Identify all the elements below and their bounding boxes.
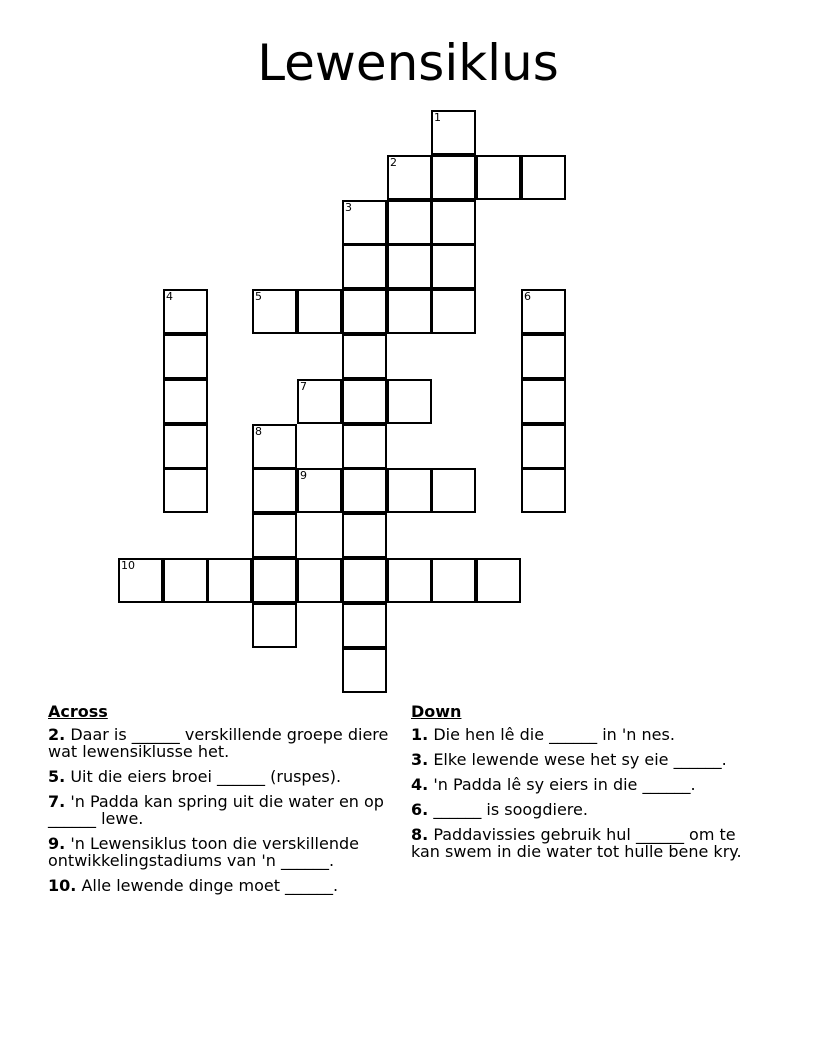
grid-cell[interactable] xyxy=(342,603,387,648)
grid-cell[interactable] xyxy=(431,558,476,603)
down-clue xyxy=(411,826,761,860)
clue-number: 4. xyxy=(411,775,429,794)
grid-cell[interactable] xyxy=(342,200,387,245)
grid-cell[interactable] xyxy=(252,603,297,648)
grid-cell[interactable] xyxy=(252,468,297,513)
across-clue xyxy=(48,793,393,827)
grid-cell[interactable] xyxy=(387,289,432,334)
grid-cell[interactable] xyxy=(521,379,566,424)
down-clue xyxy=(411,726,761,743)
grid-cell[interactable] xyxy=(163,558,208,603)
cell-number: 6 xyxy=(524,290,531,303)
clue-text: Elke lewende wese het sy eie ______. xyxy=(433,750,727,769)
grid-cell[interactable] xyxy=(342,289,387,334)
grid-cell[interactable] xyxy=(163,468,208,513)
clue-number: 7. xyxy=(48,792,66,811)
across-clue xyxy=(48,835,393,869)
clue-text: Daar is ______ verskillende groepe diere wat lewensiklusse het. xyxy=(48,725,389,761)
clue-text: 'n Padda lê sy eiers in die ______. xyxy=(433,775,696,794)
clue-text: 'n Lewensiklus toon die verskillende ontwikkelingstadiums van 'n ______. xyxy=(48,834,359,870)
down-clues xyxy=(411,703,761,868)
clue-number: 8. xyxy=(411,825,429,844)
clue-number: 1. xyxy=(411,725,429,744)
grid-cell[interactable] xyxy=(387,558,432,603)
grid-cell[interactable] xyxy=(342,648,387,693)
down-clue xyxy=(411,751,761,768)
across-clue xyxy=(48,768,393,785)
grid-cell[interactable] xyxy=(342,334,387,379)
grid-cell[interactable] xyxy=(431,289,476,334)
grid-cell[interactable] xyxy=(521,155,566,200)
across-clue xyxy=(48,726,393,760)
across-clues xyxy=(48,703,393,902)
cell-number: 4 xyxy=(166,290,173,303)
clue-number: 9. xyxy=(48,834,66,853)
grid-cell[interactable] xyxy=(163,334,208,379)
grid-cell[interactable] xyxy=(387,468,432,513)
down-clue xyxy=(411,776,761,793)
grid-cell[interactable] xyxy=(431,110,476,155)
grid-cell[interactable] xyxy=(431,155,476,200)
cell-number: 2 xyxy=(390,156,397,169)
grid-cell[interactable] xyxy=(342,424,387,469)
grid-cell[interactable] xyxy=(118,558,163,603)
grid-cell[interactable] xyxy=(431,468,476,513)
page-title: Lewensiklus xyxy=(257,34,559,92)
grid-cell[interactable] xyxy=(163,289,208,334)
grid-cell[interactable] xyxy=(342,558,387,603)
cell-number: 1 xyxy=(434,111,441,124)
grid-cell[interactable] xyxy=(521,334,566,379)
grid-cell[interactable] xyxy=(207,558,252,603)
clue-text: Uit die eiers broei ______ (ruspes). xyxy=(70,767,342,786)
clue-text: Paddavissies gebruik hul ______ om te kan swem in die water tot hulle bene kry. xyxy=(411,825,742,861)
clue-text: Alle lewende dinge moet ______. xyxy=(81,876,339,895)
grid-cell[interactable] xyxy=(431,200,476,245)
down-clue xyxy=(411,801,761,818)
grid-cell[interactable] xyxy=(521,424,566,469)
grid-cell[interactable] xyxy=(387,155,432,200)
grid-cell[interactable] xyxy=(297,379,342,424)
grid-cell[interactable] xyxy=(431,244,476,289)
clue-number: 10. xyxy=(48,876,77,895)
grid-cell[interactable] xyxy=(342,513,387,558)
cell-number: 8 xyxy=(255,425,262,438)
grid-cell[interactable] xyxy=(521,289,566,334)
cell-number: 9 xyxy=(300,469,307,482)
grid-cell[interactable] xyxy=(476,558,521,603)
grid-cell[interactable] xyxy=(297,558,342,603)
grid-cell[interactable] xyxy=(342,244,387,289)
grid-cell[interactable] xyxy=(163,379,208,424)
grid-cell[interactable] xyxy=(252,558,297,603)
clue-number: 5. xyxy=(48,767,66,786)
clue-text: 'n Padda kan spring uit die water en op ______ lewe. xyxy=(48,792,384,828)
grid-cell[interactable] xyxy=(476,155,521,200)
cell-number: 5 xyxy=(255,290,262,303)
grid-cell[interactable] xyxy=(387,244,432,289)
grid-cell[interactable] xyxy=(521,468,566,513)
cell-number: 7 xyxy=(300,380,307,393)
clue-text: Die hen lê die ______ in 'n nes. xyxy=(433,725,675,744)
grid-cell[interactable] xyxy=(387,200,432,245)
clue-number: 6. xyxy=(411,800,429,819)
grid-cell[interactable] xyxy=(297,468,342,513)
clue-text: ______ is soogdiere. xyxy=(433,800,588,819)
cell-number: 10 xyxy=(121,559,135,572)
across-heading: Across xyxy=(48,702,108,721)
across-clue xyxy=(48,877,393,894)
down-heading: Down xyxy=(411,702,462,721)
cell-number: 3 xyxy=(345,201,352,214)
grid-cell[interactable] xyxy=(252,513,297,558)
clue-number: 3. xyxy=(411,750,429,769)
clue-number: 2. xyxy=(48,725,66,744)
grid-cell[interactable] xyxy=(163,424,208,469)
grid-cell[interactable] xyxy=(387,379,432,424)
grid-cell[interactable] xyxy=(342,468,387,513)
grid-cell[interactable] xyxy=(252,424,297,469)
grid-cell[interactable] xyxy=(252,289,297,334)
grid-cell[interactable] xyxy=(297,289,342,334)
grid-cell[interactable] xyxy=(342,379,387,424)
